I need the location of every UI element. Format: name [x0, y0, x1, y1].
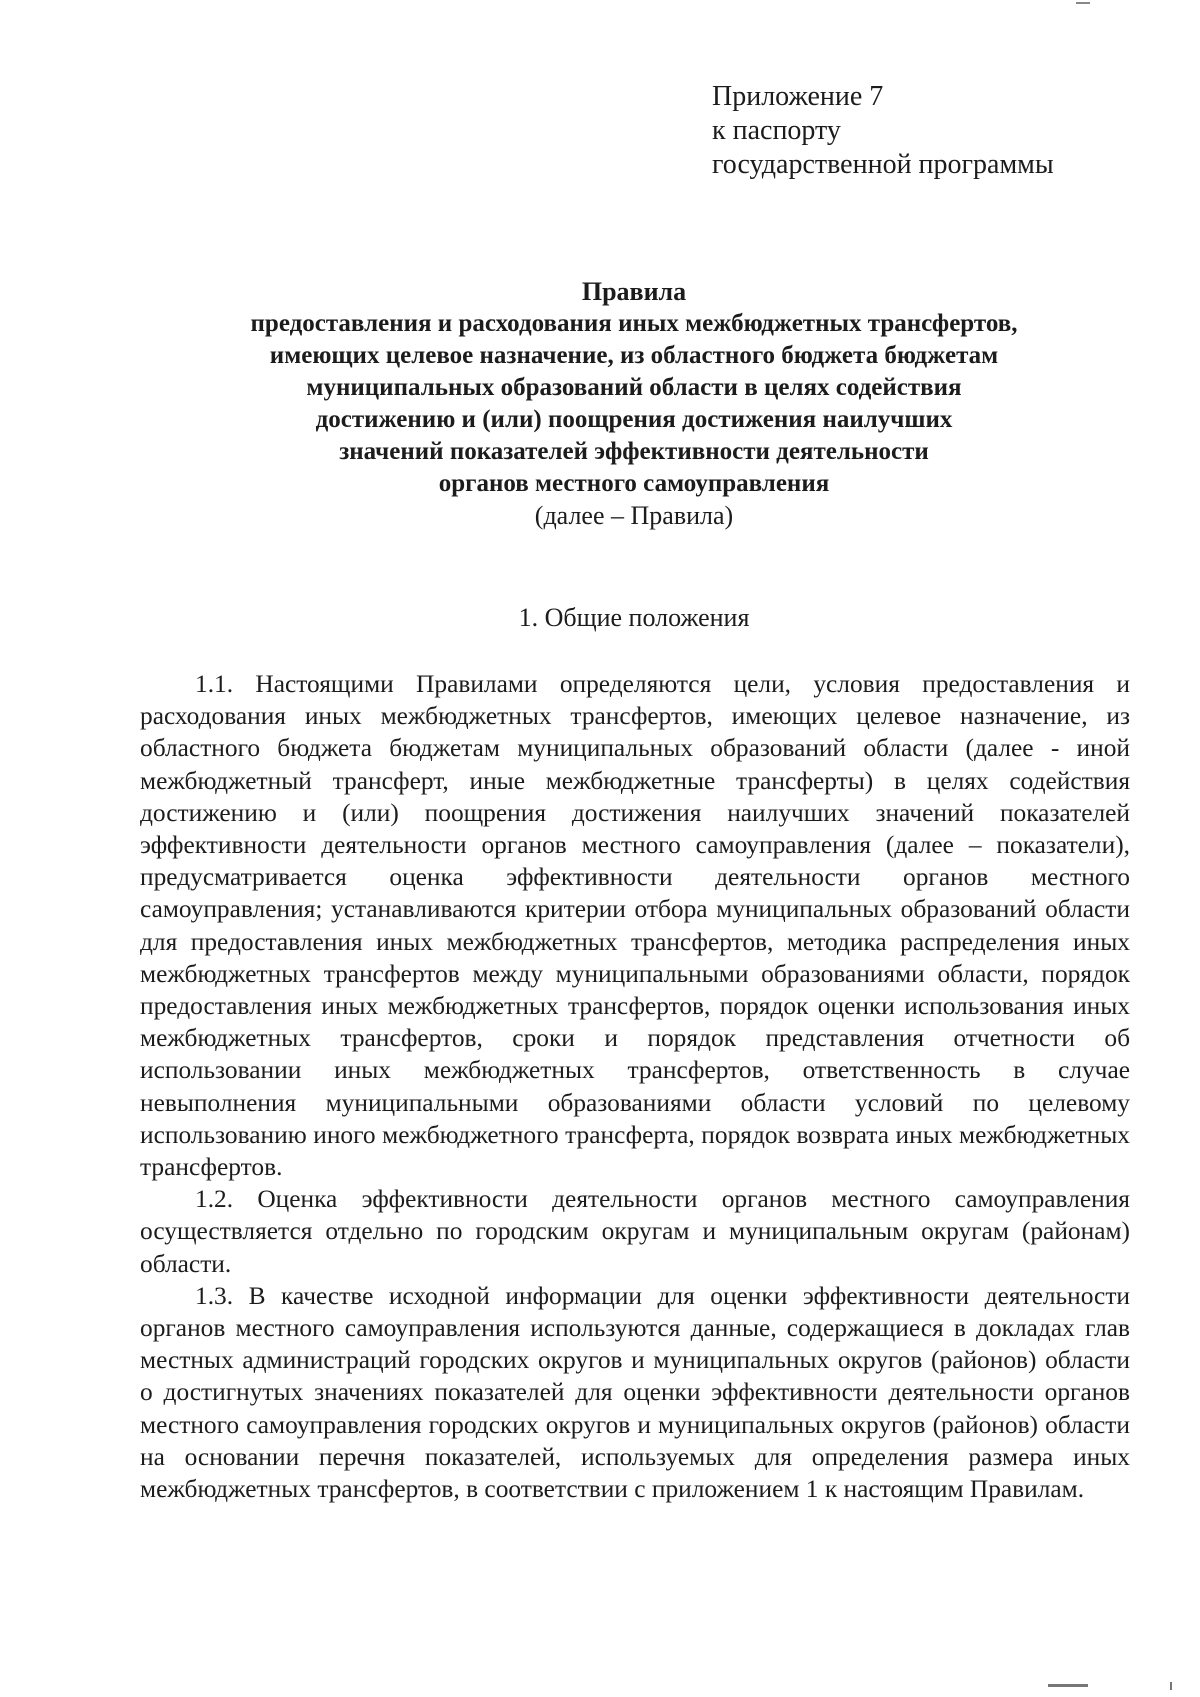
section-heading: 1. Общие положения [518, 603, 750, 632]
title-line: значений показателей эффективности деятельности [339, 438, 929, 465]
paragraph-1-3: 1.3. В качестве исходной информации для оценки эффективности деятельности органов местного самоуправления используются данные, содержащиеся в докладах глав местных администраций городских округов и муниципальных округов (районов) области о достигнутых значениях показателей для оценки эффективности деятельности органов местного самоуправления городских округов и муниципальных округов (районов) области на основании перечня показателей, используемых для определения размера иных межбюджетных трансфертов, в соответствии с приложением 1 к настоящим Правилам. [140, 1281, 1130, 1504]
title-line: органов местного самоуправления [438, 470, 830, 497]
title-line: предоставления и расходования иных межбюджетных трансфертов, [250, 310, 1018, 337]
scan-artifact [1076, 2, 1090, 4]
title-line: достижению и (или) поощрения достижения наилучших [315, 406, 953, 433]
annex-reference [712, 80, 1054, 182]
annex-line-1: Приложение 7 [712, 81, 884, 112]
title-line: имеющих целевое назначение, из областного бюджета бюджетам [269, 342, 999, 369]
paragraph-1-2: 1.2. Оценка эффективности деятельности органов местного самоуправления осуществляется отдельно по городским округам и муниципальным округам (районам) области. [140, 1185, 1130, 1278]
title-main: Правила [581, 277, 687, 306]
body-text [140, 668, 1130, 1505]
annex-line-2: к паспорту [712, 115, 841, 146]
scan-artifact [1170, 1682, 1172, 1690]
document-title [140, 276, 1128, 532]
annex-line-3: государственной программы [712, 149, 1054, 180]
title-line: муниципальных образований области в целях содействия [306, 374, 962, 401]
scan-artifact [1048, 1684, 1088, 1687]
paragraph-1-1: 1.1. Настоящими Правилами определяются цели, условия предоставления и расходования иных межбюджетных трансфертов, имеющих целевое назначение, из областного бюджета бюджетам муниципальных образований области (далее - иной межбюджетный трансферт, иные межбюджетные трансферты) в целях содействия достижению и (или) поощрения достижения наилучших значений показателей эффективности деятельности органов местного самоуправления (далее – показатели), предусматривается оценка эффективности деятельности органов местного самоуправления; устанавливаются критерии отбора муниципальных образований области для предоставления иных межбюджетных трансфертов, методика распределения иных межбюджетных трансфертов между муниципальными образованиями области, порядок предоставления иных межбюджетных трансфертов, порядок оценки использования иных межбюджетных трансфертов, сроки и порядок представления отчетности об использовании иных межбюджетных трансфертов, ответственность в случае невыполнения муниципальными образованиями области условий по целевому использованию иного межбюджетного трансферта, порядок возврата иных межбюджетных трансфертов. [140, 670, 1130, 1182]
title-note: (далее – Правила) [534, 501, 734, 530]
